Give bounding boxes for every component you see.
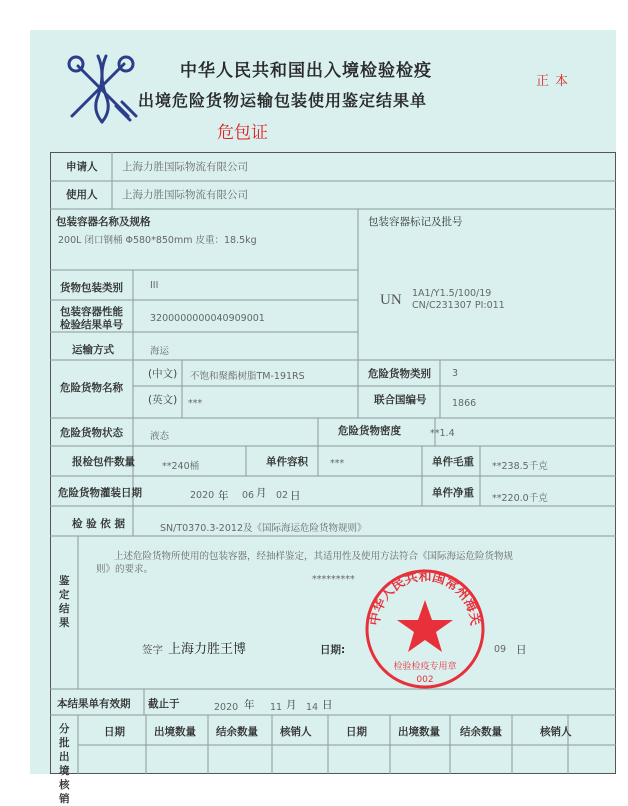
result-text-line2: 则》的要求。 [96,564,154,575]
fill-date-month-unit: 月 [256,487,267,499]
transport-label: 运输方式 [72,344,114,356]
batch-header-out-qty: 出境数量 [154,726,196,738]
container-value: 200L 闭口钢桶 Φ580*850mm 皮重：18.5kg [58,235,257,246]
report-no-label-line1: 包装容器性能 [60,306,123,318]
validity-month: 11 [270,702,283,713]
applicant-label: 申请人 [66,161,98,173]
batch-label [59,722,75,806]
state-label: 危险货物状态 [60,427,123,439]
validity-month-unit: 月 [286,699,297,711]
cert-type-stamp: 危包证 [217,123,268,143]
fill-date-month: 06 [242,490,255,501]
batch-header-out-qty-2: 出境数量 [398,726,440,738]
goods-class-label: 危险货物类别 [368,368,431,380]
result-date-day: 09 [494,644,507,655]
fill-date-day-unit: 日 [290,490,301,502]
state-value: 液态 [150,431,170,442]
result-label-char: 定 [59,589,70,601]
fill-date-year: 2020 [190,490,215,501]
un-mark: UN [380,292,402,308]
un-number-value: 1866 [452,398,477,409]
agency-title: 中华人民共和国出入境检验检疫 [180,61,432,81]
package-class-value: III [150,280,159,291]
validity-year-unit: 年 [244,699,255,711]
qty-label: 报检包件数量 [72,456,135,468]
fill-date-year-unit: 年 [218,490,229,502]
package-class-label: 货物包装类别 [60,282,123,294]
density-value: **1.4 [430,428,455,439]
unit-volume-label: 单件容积 [266,456,308,468]
goods-name-label: 危险货物名称 [60,382,123,394]
container-label: 包装容器名称及规格 [56,216,151,228]
container-mark-label: 包装容器标记及批号 [368,216,463,228]
goods-cn-label: (中文) [148,368,178,380]
fill-date-day: 02 [276,490,289,501]
batch-label-char: 分 [59,723,70,735]
transport-value: 海运 [150,346,170,357]
original-copy-mark: 正本 [536,74,575,89]
batch-header-date-2: 日期 [346,726,367,738]
goods-en-value: *** [188,398,203,409]
signature: 上海力胜王博 [168,642,247,657]
result-label-char: 结 [59,603,70,615]
validity-year: 2020 [214,702,239,713]
basis-label: 检 验 依 据 [72,518,125,530]
goods-cn-value: 不饱和聚酯树脂TM-191RS [190,371,305,382]
gross-weight-value: **238.5千克 [492,461,548,472]
gross-weight-label: 单件毛重 [432,456,474,468]
fill-date-label: 危险货物灌装日期 [58,487,142,499]
validity-day: 14 [306,702,319,713]
density-label: 危险货物密度 [338,425,401,437]
net-weight-label: 单件净重 [432,487,474,499]
unit-volume-value: *** [330,458,345,469]
result-date-label: 日期: [320,644,346,656]
batch-header-balance-qty: 结余数量 [216,726,258,738]
certificate-paper [30,30,616,805]
batch-label-char: 出 [59,751,70,763]
result-label [59,574,75,630]
validity-day-unit: 日 [322,699,333,711]
result-text-line1: 上述危险货物所使用的包装容器，经抽样鉴定，其适用性及使用方法符合《国际海运危险货物规 [114,551,514,562]
batch-label-char: 境 [59,765,70,777]
goods-en-label: (英文) [148,394,178,406]
report-no-value: 3200000000040909001 [150,313,265,324]
container-mark-line1: 1A1/Y1.5/100/19 [412,288,492,299]
batch-header-verifier: 核销人 [280,726,312,738]
validity-label: 本结果单有效期 [57,698,131,710]
seal-number: 002 [416,675,434,685]
net-weight-value: **220.0千克 [492,493,548,504]
customs-seal-icon [362,566,488,692]
seal-text: 中华人民共和国常州海关 [367,569,483,627]
batch-label-char: 销 [59,793,70,805]
user-value: 上海力胜国际物流有限公司 [122,189,248,201]
report-no-label-line2: 检验结果单号 [60,319,123,331]
container-mark-line2: CN/C231307 PI:011 [412,300,505,311]
result-label-char: 鉴 [59,575,70,587]
qty-value: **240桶 [162,461,200,472]
result-date-day-unit: 日 [516,644,527,656]
sign-label: 签字 [142,644,163,656]
applicant-value: 上海力胜国际物流有限公司 [122,161,248,173]
result-stars: ********* [312,574,355,585]
validity-until: 截止于 [148,698,180,710]
seal-sub-text: 检验检疫专用章 [393,662,457,672]
batch-label-char: 核 [59,779,70,791]
goods-class-value: 3 [452,368,459,379]
basis-value: SN/T0370.3-2012及《国际海运危险货物规则》 [160,523,367,534]
document-title: 出境危险货物运输包装使用鉴定结果单 [138,91,428,110]
batch-header-verifier-2: 核销人 [540,726,572,738]
batch-header-date: 日期 [104,726,125,738]
result-label-char: 果 [59,617,70,629]
inspection-emblem-icon [58,46,146,132]
batch-label-char: 批 [59,737,70,749]
batch-header-balance-qty-2: 结余数量 [460,726,502,738]
un-number-label: 联合国编号 [374,394,427,406]
user-label: 使用人 [66,189,98,201]
